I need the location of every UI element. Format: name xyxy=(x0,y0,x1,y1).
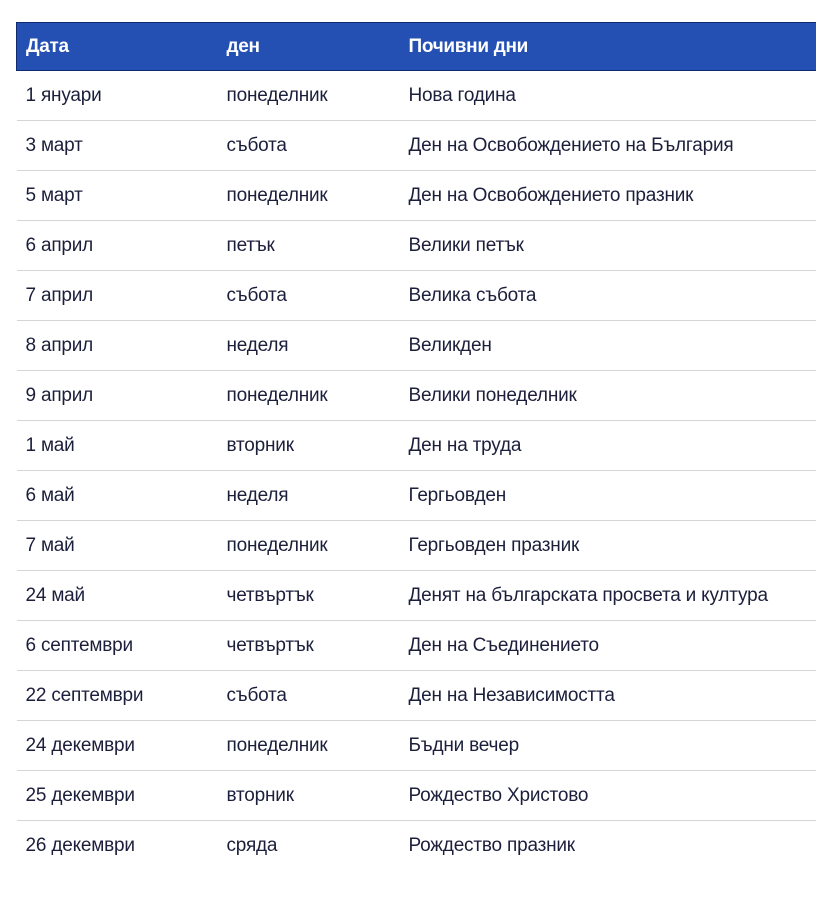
cell-holiday: Ден на Освобождението на България xyxy=(400,121,816,171)
cell-day: вторник xyxy=(218,771,400,821)
cell-day: вторник xyxy=(218,421,400,471)
cell-holiday: Нова година xyxy=(400,71,816,121)
cell-holiday: Рождество празник xyxy=(408,834,575,856)
cell-day: понеделник xyxy=(218,371,400,421)
cell-date: 1 януари xyxy=(17,71,218,121)
cell-holiday: Ден на труда xyxy=(400,421,816,471)
cell-day: неделя xyxy=(218,321,400,371)
cell-date: 6 май xyxy=(17,471,218,521)
table-row xyxy=(17,71,816,121)
cell-day: събота xyxy=(218,271,400,321)
cell-date: 7 април xyxy=(17,271,218,321)
cell-holiday: Бъдни вечер xyxy=(400,721,816,771)
cell-day: понеделник xyxy=(218,521,400,571)
cell-date: 25 декември xyxy=(17,771,218,821)
cell-holiday: Велика събота xyxy=(400,271,816,321)
cell-date: 3 март xyxy=(17,121,218,171)
cell-holiday: Ден на Независимостта xyxy=(400,671,816,721)
table-row xyxy=(17,471,816,521)
cell-day: четвъртък xyxy=(218,621,400,671)
cell-day: четвъртък xyxy=(218,571,400,621)
cell-day: понеделник xyxy=(218,71,400,121)
table-row xyxy=(17,771,816,821)
table-row xyxy=(17,621,816,671)
holidays-table xyxy=(16,22,816,870)
column-header-holiday: Почивни дни xyxy=(400,23,816,71)
table-row xyxy=(17,721,816,771)
cell-day: събота xyxy=(218,671,400,721)
table-row xyxy=(17,421,816,471)
table-row xyxy=(17,371,816,421)
cell-day: сряда xyxy=(226,834,278,856)
cell-day: понеделник xyxy=(218,171,400,221)
cell-holiday: Гергьовден xyxy=(400,471,816,521)
cell-holiday: Великден xyxy=(400,321,816,371)
cell-date: 22 септември xyxy=(17,671,218,721)
cell-date: 8 април xyxy=(17,321,218,371)
column-header-day: ден xyxy=(218,23,400,71)
cell-holiday: Рождество Христово xyxy=(400,771,816,821)
table-row xyxy=(17,671,816,721)
cell-day: петък xyxy=(218,221,400,271)
cell-date: 9 април xyxy=(17,371,218,421)
cell-date: 26 декември xyxy=(25,834,135,856)
table-row xyxy=(17,271,816,321)
table-row xyxy=(17,221,816,271)
column-header-date: Дата xyxy=(17,23,218,71)
cell-day: събота xyxy=(218,121,400,171)
table-row xyxy=(17,321,816,371)
cell-holiday: Гергьовден празник xyxy=(400,521,816,571)
cell-date: 5 март xyxy=(17,171,218,221)
header-row xyxy=(17,23,816,71)
cell-holiday: Ден на Съединението xyxy=(400,621,816,671)
cell-holiday: Велики понеделник xyxy=(400,371,816,421)
cell-date: 7 май xyxy=(17,521,218,571)
cell-holiday: Велики петък xyxy=(400,221,816,271)
cell-holiday: Ден на Освобождението празник xyxy=(400,171,816,221)
table-body xyxy=(17,71,816,871)
table-row xyxy=(17,821,816,871)
table-header xyxy=(17,23,816,71)
table-row xyxy=(17,171,816,221)
cell-day: неделя xyxy=(218,471,400,521)
table-row xyxy=(17,521,816,571)
cell-date: 24 декември xyxy=(17,721,218,771)
cell-date: 6 април xyxy=(17,221,218,271)
cell-date: 24 май xyxy=(17,571,218,621)
table-row xyxy=(17,571,816,621)
table-row xyxy=(17,121,816,171)
cell-holiday: Денят на българската просвета и култура xyxy=(400,571,816,621)
cell-date: 6 септември xyxy=(17,621,218,671)
holidays-table-container xyxy=(16,22,816,870)
cell-date: 1 май xyxy=(17,421,218,471)
cell-day: понеделник xyxy=(218,721,400,771)
